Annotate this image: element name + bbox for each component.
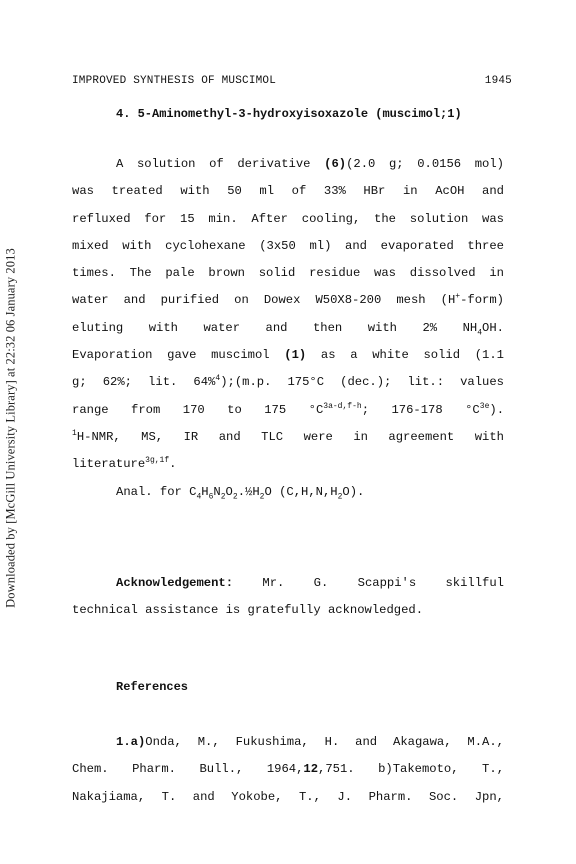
acknowledgement-line: technical assistance is gratefully acknowledged. bbox=[72, 603, 424, 618]
section-title: 4. 5-Aminomethyl-3-hydroxyisoxazole (muscimol;1) bbox=[116, 107, 462, 121]
reference-line: 1.a)Onda, M., Fukushima, H. and Akagawa, M.A., bbox=[116, 735, 504, 749]
page-number: 1945 bbox=[484, 75, 512, 87]
acknowledgement-heading: Acknowledgement: bbox=[116, 576, 234, 590]
download-stamp-text: Downloaded by [McGill University Library] at 22:32 06 January 2013 bbox=[3, 248, 18, 608]
reference-line: Nakajiama, T. and Yokobe, T., J. Pharm. Soc. Jpn, bbox=[72, 789, 504, 804]
body-line: Evaporation gave muscimol (1) as a white solid (1.1 bbox=[72, 348, 505, 363]
elemental-analysis: Anal. for $C_4H_6N_2O_2.\frac{1}{2}H_2O$ $(C,H,N,H_2O)$. bbox=[116, 484, 365, 501]
body-line: mixed with cyclohexane (3x50 ml) and evaporated three bbox=[72, 238, 504, 253]
body-line: literature$^{3g,1f}$. bbox=[72, 456, 177, 472]
reference-line: Chem. Pharm. Bull., 1964,12,751. b)Takemoto, T., bbox=[72, 762, 505, 777]
body-line: was treated with 50 ml of 33% HBr in AcOH and bbox=[72, 184, 504, 199]
body-line: range from 170 to 175 $^\circ C^{3a-d,f-h}$; 176-178 $^\circ C^{3e}$). bbox=[72, 401, 505, 417]
body-line: $^1$H-NMR, MS, IR and TLC were in agreement with bbox=[72, 428, 504, 444]
reference-number: 1.a) bbox=[116, 735, 146, 749]
acknowledgement-line: Acknowledgement: Mr. G. Scappi's skillful bbox=[116, 576, 504, 590]
body-paragraph bbox=[72, 151, 504, 506]
references-list bbox=[72, 729, 504, 811]
references-heading: References bbox=[116, 680, 189, 694]
body-line: g; 62%; lit. 64%$^4$);(m.p. 175°C (dec.); lit.: values bbox=[72, 374, 504, 390]
body-line: refluxed for 15 min. After cooling, the solution was bbox=[72, 211, 504, 226]
body-line: A solution of derivative (6)(2.0 g; 0.0156 mol) bbox=[116, 157, 504, 171]
running-header bbox=[72, 75, 512, 87]
body-line: water and purified on Dowex W50X8-200 mesh (H+-form) bbox=[72, 292, 504, 308]
body-line: times. The pale brown solid residue was dissolved in bbox=[72, 266, 504, 281]
running-title: IMPROVED SYNTHESIS OF MUSCIMOL bbox=[72, 75, 277, 87]
acknowledgement bbox=[72, 570, 504, 625]
body-line: eluting with water and then with 2% $NH_4OH$. bbox=[72, 320, 504, 338]
